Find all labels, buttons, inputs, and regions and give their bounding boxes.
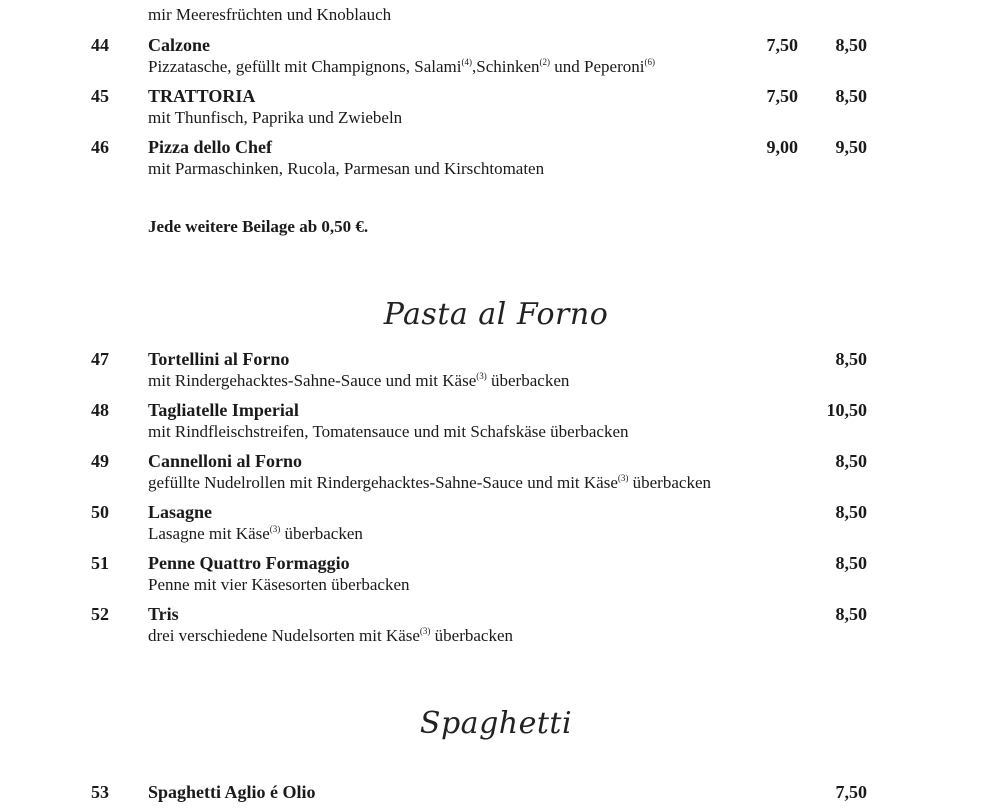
item-number: 44 [91,35,109,55]
item-price: 8,50 [835,502,867,522]
item-price-large: 8,50 [835,86,867,106]
item-name: Tagliatelle Imperial [148,400,299,420]
item-description: Pizzatasche, gefüllt mit Champignons, Salami$^{(4)}$,Schinken$^{(2)}$ und Peperoni$^{(6)}$ [148,57,655,76]
item-description: mit Rindfleischstreifen, Tomatensauce und mit Schafskäse überbacken [148,422,629,441]
section-title-pasta: Pasta al Forno [383,297,609,332]
item-name: Pizza dello Chef [148,137,272,157]
item-description: mit Parmaschinken, Rucola, Parmesan und Kirschtomaten [148,159,545,178]
section-title-spaghetti: Spaghetti [419,706,573,741]
item-price-large: 8,50 [835,35,867,55]
item-number: 48 [91,400,109,420]
item-description: mit Thunfisch, Paprika und Zwiebeln [148,108,403,127]
item-name: Lasagne [148,502,213,522]
item-description: gefüllte Nudelrollen mit Rindergehacktes-Sahne-Sauce und mit Käse$^{(3)}$ überbacken [148,473,711,492]
item-number: 45 [91,86,109,106]
item-description: Penne mit vier Käsesorten überbacken [148,575,410,594]
item-description: drei verschiedene Nudelsorten mit Käse$^{(3)}$ überbacken [148,626,513,645]
item-number: 50 [91,502,109,522]
item-price-small: 7,50 [766,86,798,106]
item-price: 10,50 [826,400,867,420]
item-number: 53 [91,782,109,802]
item-price: 7,50 [835,782,867,802]
item-number: 47 [91,349,109,369]
item-price: 8,50 [835,349,867,369]
item-price: 8,50 [835,553,867,573]
item-name: Spaghetti Aglio é Olio [148,782,316,802]
item-name: Calzone [148,35,210,55]
item-name: Cannelloni al Forno [148,451,303,471]
item-price: 8,50 [835,604,867,624]
item-price-small: 9,00 [766,137,798,157]
extra-topping-note: Jede weitere Beilage ab 0,50 €. [148,217,369,236]
item-price-large: 9,50 [835,137,867,157]
item-price: 8,50 [835,451,867,471]
item-name: Tris [148,604,179,624]
item-description: mir Meeresfrüchten und Knoblauch [148,5,392,24]
item-number: 46 [91,137,109,157]
item-number: 49 [91,451,109,471]
item-name: TRATTORIA [148,86,256,106]
item-name: Penne Quattro Formaggio [148,553,350,573]
item-number: 51 [91,553,109,573]
item-name: Tortellini al Forno [148,349,290,369]
item-price-small: 7,50 [766,35,798,55]
item-description: Lasagne mit Käse$^{(3)}$ überbacken [148,524,363,543]
item-description: mit Rindergehacktes-Sahne-Sauce und mit Käse$^{(3)}$ überbacken [148,371,570,390]
item-number: 52 [91,604,109,624]
